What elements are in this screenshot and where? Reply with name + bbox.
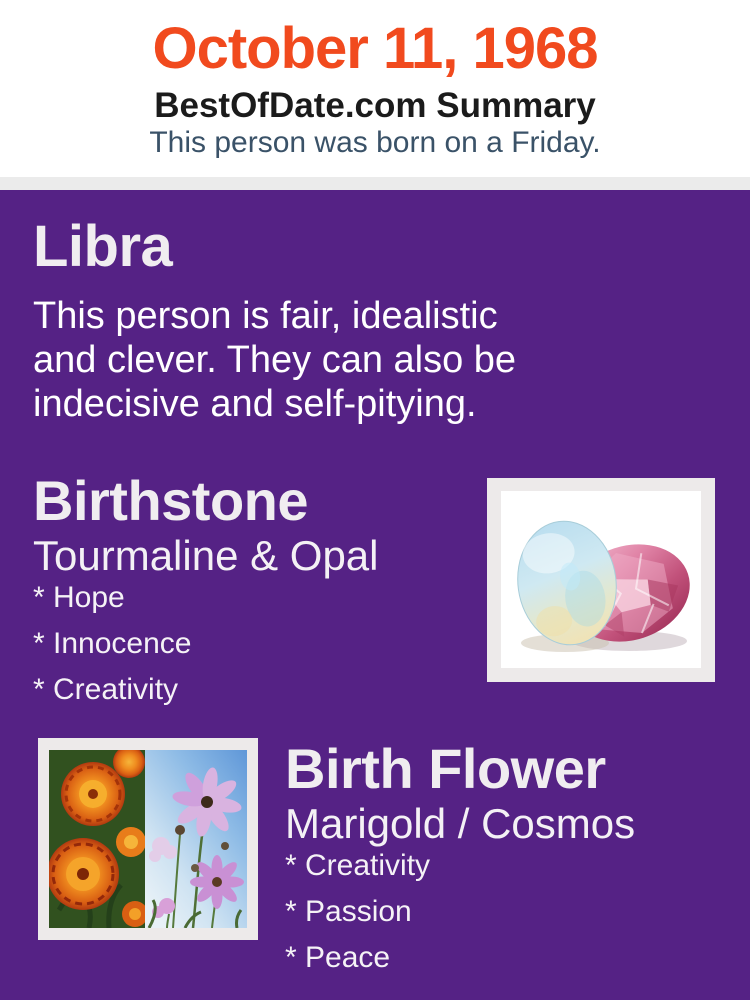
- birthstone-trait: * Hope: [33, 581, 125, 614]
- birth-flower-trait: * Peace: [285, 941, 391, 974]
- birthstone-name: Tourmaline & Opal: [33, 532, 379, 579]
- birthstone-traits: [33, 582, 191, 720]
- zodiac-heading: Libra: [33, 214, 173, 279]
- zodiac-description-line: and clever. They can also be: [33, 339, 517, 381]
- birthstone-photo-frame: [487, 478, 715, 682]
- zodiac-description: [33, 294, 516, 426]
- date-title: October 11, 1968: [152, 16, 598, 81]
- purple-panel: [0, 190, 750, 1000]
- opal-tourmaline-illustration: [501, 491, 701, 668]
- birthstone-trait: * Creativity: [33, 673, 179, 706]
- weekday-subtitle: This person was born on a Friday.: [149, 126, 601, 159]
- cosmos-flower-right: [190, 855, 244, 909]
- birth-flower-trait: * Creativity: [285, 849, 431, 882]
- zodiac-description-line: indecisive and self-pitying.: [33, 383, 477, 425]
- birth-flower-photo: [49, 750, 247, 928]
- birth-flower-heading: Birth Flower: [285, 737, 606, 800]
- birth-flower-traits: [285, 850, 430, 988]
- birthstone-heading: Birthstone: [33, 469, 308, 532]
- birth-flower-trait: * Passion: [285, 895, 412, 928]
- marigold-cosmos-illustration: [49, 750, 247, 928]
- birth-flower-photo-frame: [38, 738, 258, 940]
- birthstone-photo: [501, 491, 701, 668]
- zodiac-description-line: This person is fair, idealistic: [33, 295, 498, 337]
- birthstone-trait: * Innocence: [33, 627, 192, 660]
- birth-flower-name: Marigold / Cosmos: [285, 800, 636, 847]
- header-divider: [0, 177, 750, 190]
- site-summary-title: BestOfDate.com Summary: [154, 86, 596, 125]
